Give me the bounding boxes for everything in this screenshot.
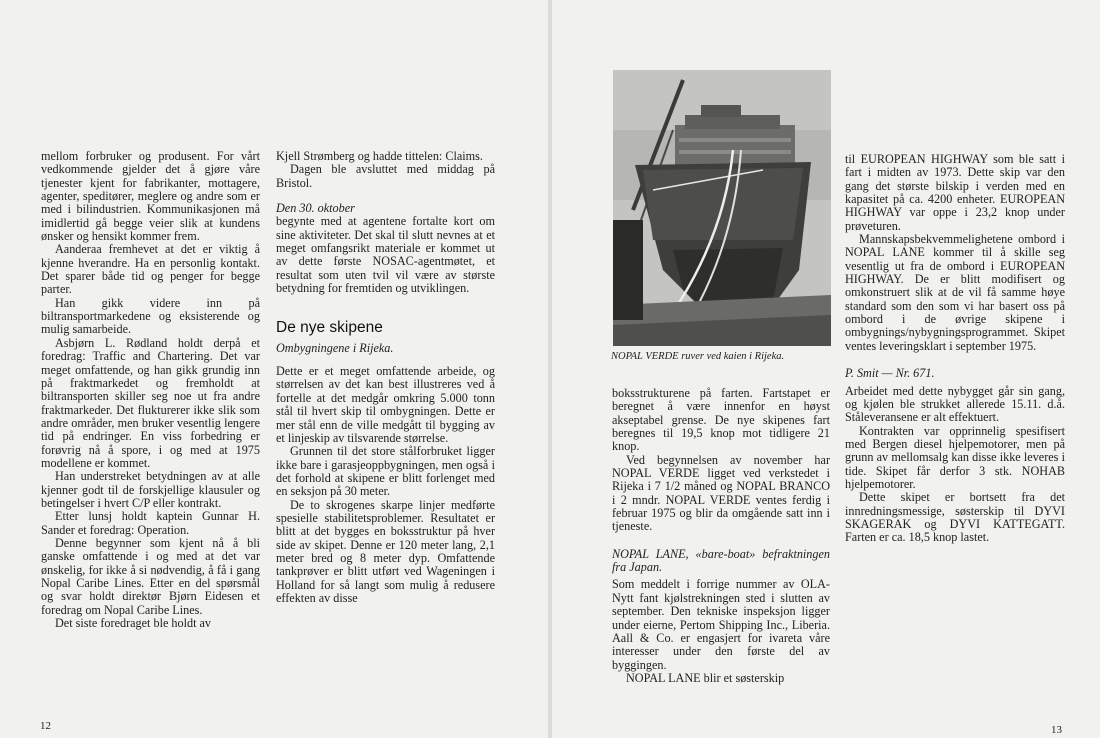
paragraph: Han understreket betydningen av at alle kjenner godt til de forskjellige klausuler og betingelser i hvert C/P eller kontrakt. — [41, 469, 260, 510]
paragraph: Det siste foredraget ble holdt av — [55, 616, 212, 631]
page-number-left: 12 — [40, 720, 51, 732]
paragraph: mellom forbruker og produsent. For vårt vedkommende gjelder det å gjøre våre tjenester kjent for fabrikanter, mottagere, agenter, speditører, meglere og andre som er med i bilindustrien. Kommunikasjonen må imidlertid gå begge veier slik at kundens ønsker og hensikt kommer frem. — [41, 149, 260, 244]
paragraph: Arbeidet med dette nybygget går sin gang, og kjølen ble strukket allerede 15.11. d.å. Ståleveransene er alt effektuert. — [845, 383, 1065, 425]
right-page-column-4 — [845, 153, 1065, 545]
paragraph: Mannskapsbekvemmelighetene ombord i NOPAL LANE kommer til å skille seg vesentlig ut fra de ombord i EUROPEAN HIGHWAY. De er blitt modifisert og omkonstruert slik at de vil få samme høye standard som den som vi har basert oss på ombord i de øvrige skipene i ombygnings/nybygningsprogrammet. Skipet ventes leveringsklart i september 1975. — [845, 232, 1065, 353]
paragraph: Ved begynnelsen av november har NOPAL VERDE ligget ved verkstedet i Rijeka i 7 1/2 måned og NOPAL BRANCO i 2 mndr. NOPAL VERDE ventes ferdig i februar 1975 og blir da omgående satt inn i tjeneste. — [612, 452, 830, 534]
rebuild-paragraphs — [276, 365, 495, 605]
column-4-paragraphs — [845, 153, 1065, 353]
paragraph: Etter lunsj holdt kaptein Gunnar H. Sander et foredrag: Operation. — [41, 509, 260, 537]
agent-meeting-paragraph: begynte med at agentene fortalte kort om sine aktiviteter. Det skal til slutt nevnes at et meget omfangsrikt materiale er kommet ut av dette første NOSAC-agentmøtet, et resultat som uten tvil vil være av største betydning for fremtiden og utviklingen. — [276, 214, 495, 296]
paragraph: Kjell Strømberg og hadde tittelen: Claims. — [276, 149, 483, 163]
paragraph: Dette skipet er bortsett fra det innredningsmessige, søsterskip til DYVI SKAGERAK og DYVI KATTEGATT. Farten er ca. 18,5 knop lastet. — [845, 490, 1065, 545]
smit-subheading: P. Smit — Nr. 671. — [845, 366, 935, 381]
paragraph: Aanderaa fremhevet at det er viktig å kjenne hverandre. Ha en personlig kontakt. Det sparer både tid og penger for begge parter. — [41, 242, 260, 297]
left-page-column-1 — [41, 150, 260, 630]
nopal-lane-paragraphs — [612, 578, 830, 685]
section-heading: De nye skipene — [276, 319, 383, 337]
photo-caption: NOPAL VERDE ruver ved kaien i Rijeka. — [611, 351, 785, 362]
paragraph: Dagen ble avsluttet med middag på Bristol. — [276, 162, 495, 190]
ship-photo — [613, 70, 831, 346]
column-3-paragraphs — [612, 387, 830, 534]
paragraph: Kontrakten var opprinnelig spesifisert med Bergen diesel hjelpemotorer, men på grunn av mellomsalg kan disse ikke leveres i tide. Skipet får derfor 3 stk. NOHAB hjelpemotorer. — [845, 423, 1065, 491]
paragraph: Han gikk videre inn på biltransportmarkedene og eksisterende og mulig samarbeide. — [41, 295, 260, 337]
paragraph: Dette er et meget omfattende arbeide, og størrelsen av det kan best illustreres ved å fortelle at det medgår omkring 5.000 tonn stål til hvert skip til ombygningen. Dette er mer stål enn de ville medgått til bygging av et linjeskip av tilsvarende størrelse. — [276, 364, 495, 445]
page-number-right: 13 — [1051, 724, 1062, 736]
paragraph: boksstrukturene på farten. Fartstapet er beregnet å være innenfor en høyst akseptabel grense. De nye skipenes fart beregnes til 19,5 knop mot tidligere 21 knop. — [612, 386, 830, 454]
paragraph: Som meddelt i forrige nummer av OLA-Nytt fant kjølstrekningen sted i slutten av september. Den tekniske inspeksjon ligger under eierne, Pertom Shipping Inc., Liberia. Aall & Co. er engasjert for ivareta våre interesser under den første del av byggingen. — [612, 577, 830, 672]
paragraph: De to skrogenes skarpe linjer medførte spesielle stabilitetsproblemer. Resultatet er blitt at det bygges en boksstruktur på hver side av skipet. Denne er 120 meter lang, 2,1 meter bred og 8 meter dyp. Omfattende tankprøver er blitt utført ved Wageningen i Holland for så langt som mulig å redusere effekten av disse — [276, 497, 495, 605]
paragraph: Grunnen til det store stålforbruket ligger ikke bare i garasjeoppbygningen, men også i det forhold at skipene er blitt forlenget med en seksjon på 30 meter. — [276, 444, 495, 499]
rijeka-subheading: Ombygningene i Rijeka. — [276, 340, 394, 355]
paragraph: NOPAL LANE blir et søsterskip — [626, 670, 785, 685]
right-page-column-3 — [612, 387, 830, 685]
left-page-column-2 — [276, 150, 495, 605]
ship-photo-graphic — [613, 70, 831, 346]
nopal-lane-subheading: NOPAL LANE, «bare-boat» befraktningen fra Japan. — [612, 546, 830, 575]
date-subheading: Den 30. oktober — [276, 201, 355, 216]
paragraph: Asbjørn L. Rødland holdt derpå et foredrag: Traffic and Chartering. Det var meget omfattende, og han gikk grundig inn på fraktmarkedet og fremholdt at biltransporten skiller seg noe ut fra andre fraktmarkeder. Det flukturerer ikke slik som andre områder, men bruker vesentlig lengere tid på endringer. En viss forbedring er forøvrig nå å spore, i og med at 1975 modellene er kommet. — [41, 335, 260, 470]
paragraph: Denne begynner som kjent nå å bli ganske omfattende i og med at det var ønskelig, for ikke å si nødvendig, å få i gang Nopal Caribe Lines. Etter en del spørsmål og svar holdt direktør Bjørn Eidesen et foredrag om Nopal Caribe Lines. — [41, 535, 260, 617]
column-2-intro — [276, 150, 495, 190]
paragraph: til EUROPEAN HIGHWAY som ble satt i fart i midten av 1973. Dette skip var den gang det største bilskip i verden med en kapasitet på ca. 4200 enheter. EUROPEAN HIGHWAY var oppe i 23,2 knop under prøveturen. — [845, 152, 1065, 233]
smit-paragraphs — [845, 385, 1065, 545]
